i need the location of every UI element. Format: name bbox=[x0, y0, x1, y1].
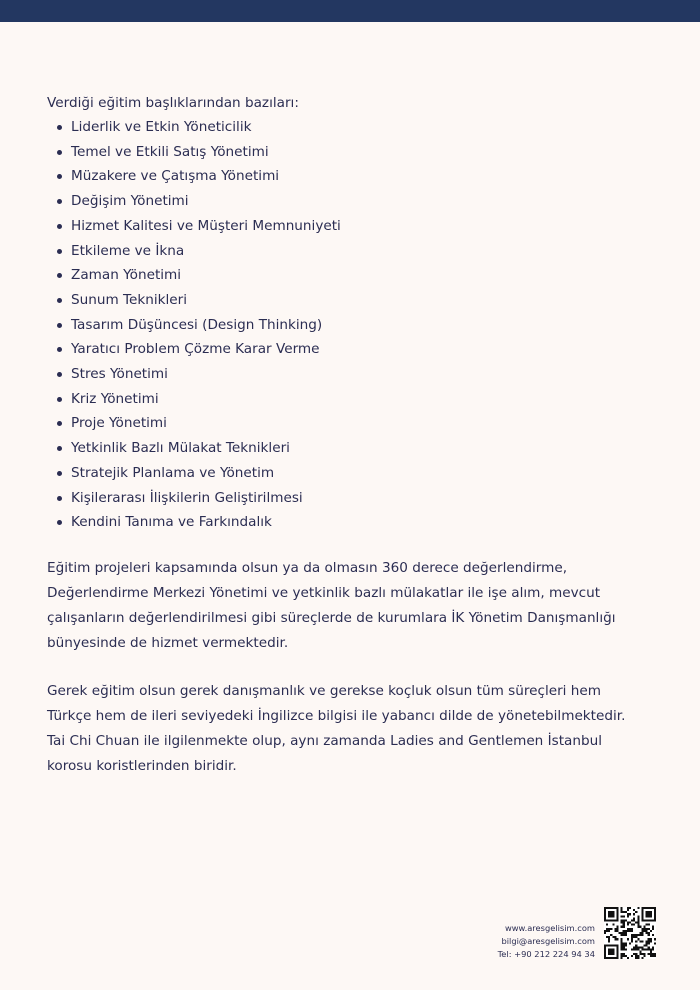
website-link[interactable]: www.aresgelisim.com bbox=[504, 923, 595, 933]
paragraph-line: Gerek eğitim olsun gerek danışmanlık ve gerekse koçluk olsun tüm süreçleri hem bbox=[47, 682, 602, 699]
list-item: Yaratıcı Problem Çözme Karar Verme bbox=[47, 337, 647, 362]
list-item: Etkileme ve İkna bbox=[47, 239, 647, 264]
paragraph-line: Türkçe hem de ileri seviyedeki İngilizce bilgisi ile yabancı dilde de yönetebilmektedir. bbox=[47, 707, 626, 724]
list-item: Yetkinlik Bazlı Mülakat Teknikleri bbox=[47, 436, 647, 461]
list-item: Liderlik ve Etkin Yöneticilik bbox=[47, 115, 647, 140]
header-bar bbox=[0, 0, 700, 22]
main-content bbox=[47, 93, 647, 779]
languages-paragraph bbox=[47, 679, 647, 779]
list-item: Proje Yönetimi bbox=[47, 411, 647, 436]
phone-number: Tel: +90 212 224 94 34 bbox=[497, 948, 595, 959]
list-item: Stres Yönetimi bbox=[47, 362, 647, 387]
list-item: Sunum Teknikleri bbox=[47, 288, 647, 313]
qr-code-icon bbox=[604, 907, 656, 959]
list-item: Değişim Yönetimi bbox=[47, 189, 647, 214]
paragraph-line: korosu koristlerinden biridir. bbox=[47, 757, 237, 774]
list-item: Müzakere ve Çatışma Yönetimi bbox=[47, 164, 647, 189]
list-item: Kendini Tanıma ve Farkındalık bbox=[47, 510, 647, 535]
paragraph-line: Değerlendirme Merkezi Yönetimi ve yetkinlik bazlı mülakatlar ile işe alım, mevcut bbox=[47, 584, 601, 601]
topics-list bbox=[47, 115, 647, 535]
list-item: Tasarım Düşüncesi (Design Thinking) bbox=[47, 313, 647, 338]
consulting-paragraph bbox=[47, 556, 647, 656]
email-link[interactable]: bilgi@aresgelisim.com bbox=[501, 935, 595, 946]
list-item: Kriz Yönetimi bbox=[47, 387, 647, 412]
paragraph-line: çalışanların değerlendirilmesi gibi süreçlerde de kurumlara İK Yönetim Danışmanlığı bbox=[47, 609, 616, 626]
list-item: Zaman Yönetimi bbox=[47, 263, 647, 288]
paragraph-line: bünyesinde de hizmet vermektedir. bbox=[47, 634, 289, 651]
contact-footer bbox=[490, 922, 595, 960]
list-item: Temel ve Etkili Satış Yönetimi bbox=[47, 140, 647, 165]
list-item: Stratejik Planlama ve Yönetim bbox=[47, 461, 647, 486]
list-item: Hizmet Kalitesi ve Müşteri Memnuniyeti bbox=[47, 214, 647, 239]
list-item: Kişilerarası İlişkilerin Geliştirilmesi bbox=[47, 486, 647, 511]
topics-intro: Verdiği eğitim başlıklarından bazıları: bbox=[47, 95, 299, 111]
paragraph-line: Eğitim projeleri kapsamında olsun ya da olmasın 360 derece değerlendirme, bbox=[47, 559, 568, 576]
paragraph-line: Tai Chi Chuan ile ilgilenmekte olup, aynı zamanda Ladies and Gentlemen İstanbul bbox=[47, 732, 603, 749]
